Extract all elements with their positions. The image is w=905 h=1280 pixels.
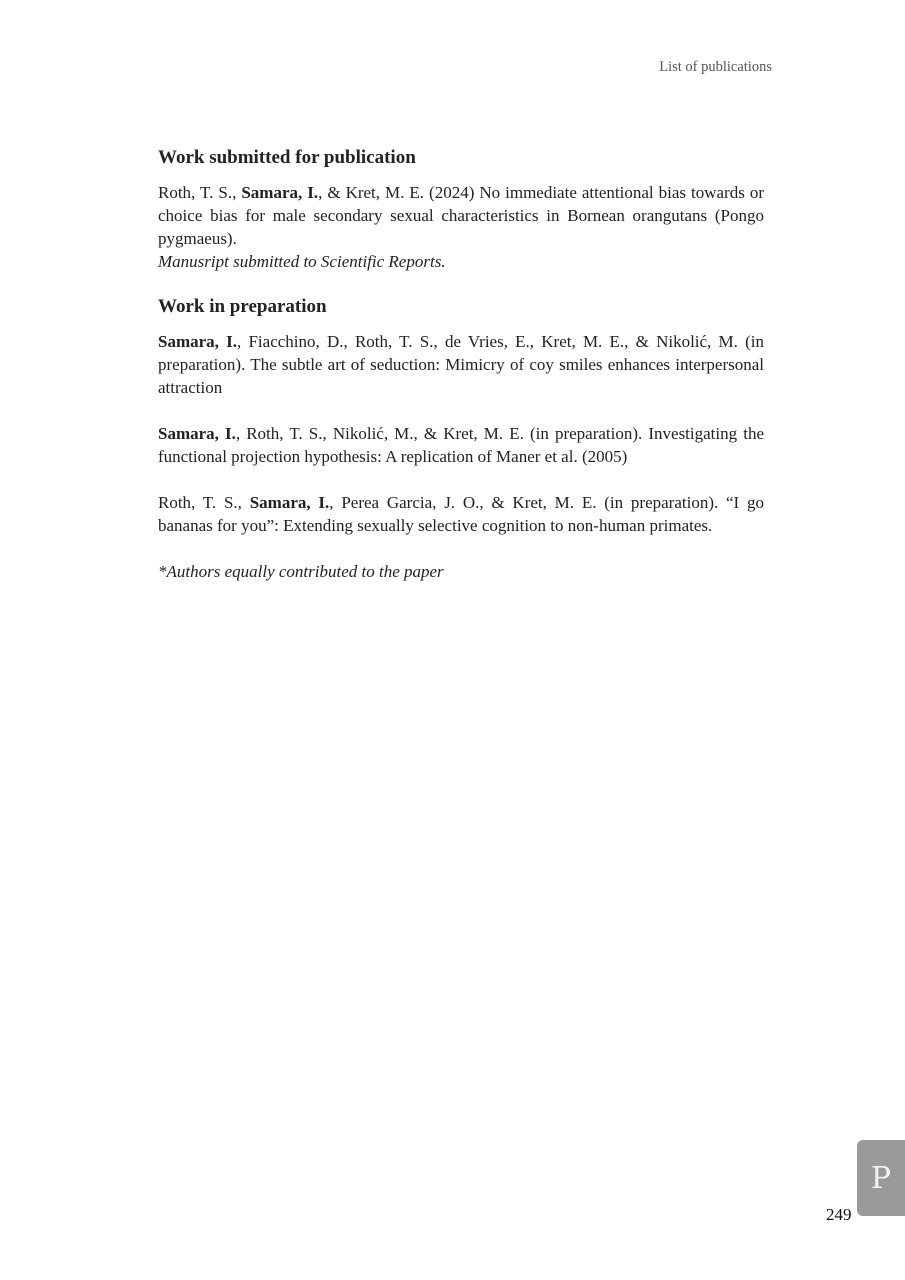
entry-author-highlight: Samara, I. xyxy=(158,424,236,443)
page-number: 249 xyxy=(826,1205,852,1224)
entry-text: , Perea Garcia, J. O., & Kret, M. E. (in preparation). “I go bananas for you”: Extending sexually selective cognition to non-human primates. xyxy=(158,493,765,535)
entry-text: , Fiacchino, D., Roth, T. S., de Vries, E., Kret, M. E., & Nikolić, M. (in preparation). The subtle art of seduction: Mimicry of coy smiles enhances interpersonal attraction xyxy=(158,332,764,397)
publication-entry xyxy=(158,330,764,399)
entry-text: , & Kret, M. E. (2024) No immediate attentional bias towards or choice bias for male secondary sexual characteristics in Bornean orangutans (Pongo pygmaeus). xyxy=(158,183,764,248)
entry-author-highlight: Samara, I. xyxy=(241,183,319,202)
entry-author-highlight: Samara, I. xyxy=(249,493,330,512)
section-heading-preparation: Work in preparation xyxy=(158,296,327,317)
running-header: List of publications xyxy=(659,59,772,75)
main-content xyxy=(158,146,764,583)
footnote: *Authors equally contributed to the paper xyxy=(158,562,444,581)
section-heading-submitted: Work submitted for publication xyxy=(158,147,416,168)
entry-authors-before: Roth, T. S., xyxy=(158,183,242,202)
publication-entry xyxy=(158,181,764,273)
chapter-tab xyxy=(857,1140,905,1216)
publication-entry xyxy=(158,422,764,468)
chapter-tab-letter: P xyxy=(870,1160,892,1196)
entry-author-highlight: Samara, I. xyxy=(158,332,237,351)
entry-text: , Roth, T. S., Nikolić, M., & Kret, M. E. (in preparation). Investigating the functional projection hypothesis: A replication of Maner et al. (2005) xyxy=(158,424,764,466)
publication-entry xyxy=(158,491,764,537)
entry-authors-before: Roth, T. S., xyxy=(158,493,250,512)
entry-status-note: Manusript submitted to Scientific Reports. xyxy=(158,252,446,271)
